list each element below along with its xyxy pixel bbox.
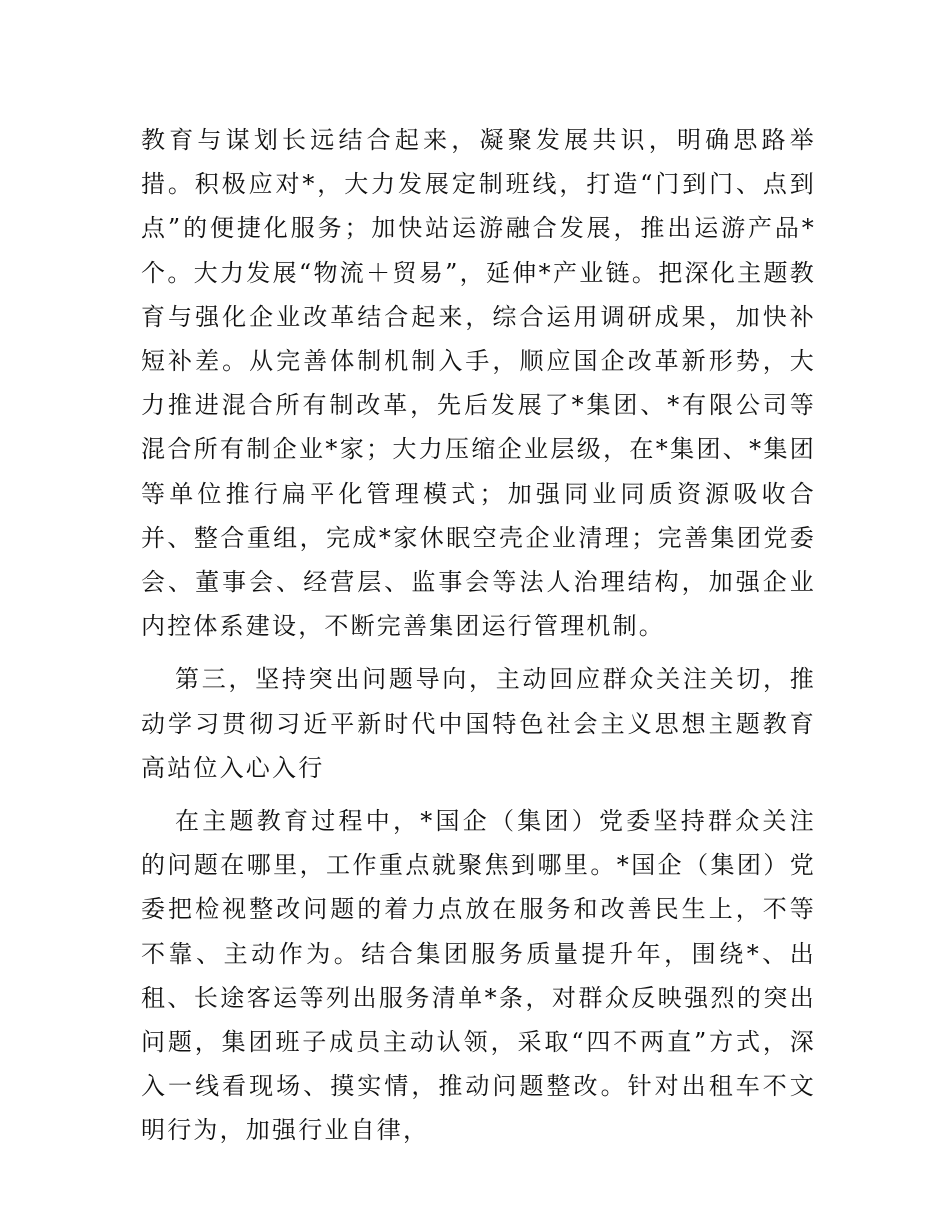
paragraph-theme-education: 在主题教育过程中，*国企（集团）党委坚持群众关注的问题在哪里，工作重点就聚焦到哪里。*国企（集团）党委把检视整改问题的着力点放在服务和改善民生上，不等不靠、主动作为。结合集团服务质量提升年，围绕*、出租、长途客运等列出服务清单*条，对群众反映强烈的突出问题，集团班子成员主动认领，采取“四不两直”方式，深入一线看现场、摸实情，推动问题整改。针对出租车不文明行为，加强行业自律，: [141, 807, 816, 1145]
document-body: [141, 118, 816, 1153]
section-heading-third: 第三，坚持突出问题导向，主动回应群众关注关切，推动学习贯彻习近平新时代中国特色社会主义思想主题教育高站位入心入行: [141, 665, 816, 782]
paragraph-continued: 教育与谋划长远结合起来，凝聚发展共识，明确思路举措。积极应对*，大力发展定制班线，打造“门到门、点到点”的便捷化服务；加快站运游融合发展，推出运游产品*个。大力发展“物流＋贸易”，延伸*产业链。把深化主题教育与强化企业改革结合起来，综合运用调研成果，加快补短补差。从完善体制机制入手，顺应国企改革新形势，大力推进混合所有制改革，先后发展了*集团、*有限公司等混合所有制企业*家；大力压缩企业层级，在*集团、*集团等单位推行扁平化管理模式；加强同业同质资源吸收合并、整合重组，完成*家休眠空壳企业清理；完善集团党委会、董事会、经营层、监事会等法人治理结构，加强企业内控体系建设，不断完善集团运行管理机制。: [141, 126, 816, 641]
